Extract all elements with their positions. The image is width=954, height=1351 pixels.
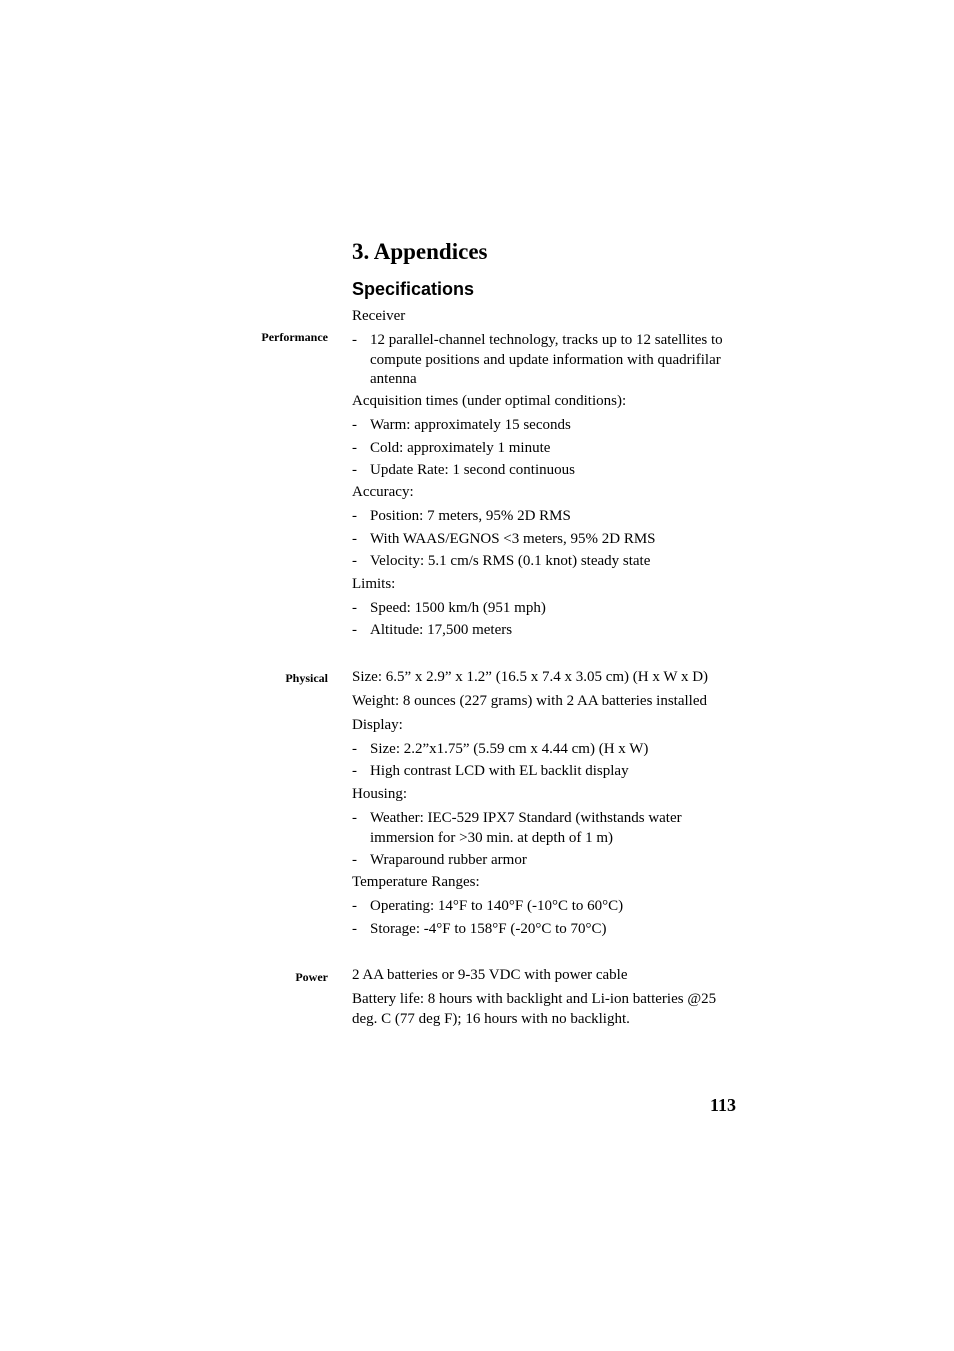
list-item-text: Cold: approximately 1 minute xyxy=(370,440,551,456)
temperature-heading: Temperature Ranges: xyxy=(352,874,480,890)
bullet-dash: - xyxy=(352,898,357,914)
bullet-dash: - xyxy=(352,600,357,616)
list-item xyxy=(352,809,742,848)
receiver-bullet-text: 12 parallel-channel technology, tracks up to 12 satellites to compute positions and update information with quadrifilar antenna xyxy=(370,332,723,387)
display-heading: Display: xyxy=(352,717,403,733)
chapter-title: 3. Appendices xyxy=(352,239,488,264)
list-item-text: Position: 7 meters, 95% 2D RMS xyxy=(370,508,571,524)
bullet-dash: - xyxy=(352,508,357,524)
bullet-dash: - xyxy=(352,622,357,638)
power-battery-life: Battery life: 8 hours with backlight and Li-ion batteries @25 deg. C (77 deg F); 16 hours with no backlight. xyxy=(352,991,717,1027)
side-label-power: Power xyxy=(295,970,328,984)
list-item-text: Size: 2.2”x1.75” (5.59 cm x 4.44 cm) (H x W) xyxy=(370,741,649,757)
acquisition-heading: Acquisition times (under optimal conditions): xyxy=(352,393,627,409)
list-item xyxy=(352,416,742,436)
physical-weight: Weight: 8 ounces (227 grams) with 2 AA batteries installed xyxy=(352,693,707,709)
list-item-text: With WAAS/EGNOS <3 meters, 95% 2D RMS xyxy=(370,531,656,547)
power-source: 2 AA batteries or 9-35 VDC with power cable xyxy=(352,967,628,983)
housing-heading: Housing: xyxy=(352,786,408,802)
side-label-physical: Physical xyxy=(285,671,328,685)
receiver-heading: Receiver xyxy=(352,308,406,324)
list-item xyxy=(352,439,742,459)
bullet-dash: - xyxy=(352,763,357,779)
list-item-text: Storage: -4°F to 158°F (-20°C to 70°C) xyxy=(370,921,607,937)
list-item xyxy=(352,507,742,527)
list-item xyxy=(352,897,742,917)
bullet-dash: - xyxy=(352,531,357,547)
bullet-dash: - xyxy=(352,440,357,456)
list-item-text: Speed: 1500 km/h (951 mph) xyxy=(370,600,546,616)
bullet-dash: - xyxy=(352,553,357,569)
list-item-text: Operating: 14°F to 140°F (-10°C to 60°C) xyxy=(370,898,624,914)
bullet-dash: - xyxy=(352,332,357,348)
list-item xyxy=(352,599,742,619)
bullet-dash: - xyxy=(352,741,357,757)
list-item xyxy=(352,621,742,641)
accuracy-heading: Accuracy: xyxy=(352,484,414,500)
list-item-text: High contrast LCD with EL backlit display xyxy=(370,763,629,779)
bullet-dash: - xyxy=(352,462,357,478)
list-item-text: Altitude: 17,500 meters xyxy=(370,622,513,638)
list-item-text: Weather: IEC-529 IPX7 Standard (withstands water immersion for >30 min. at depth of 1 m) xyxy=(370,810,682,846)
list-item xyxy=(352,552,742,572)
bullet-dash: - xyxy=(352,810,357,826)
list-item xyxy=(352,740,742,760)
list-item xyxy=(352,530,742,550)
bullet-dash: - xyxy=(352,852,357,868)
bullet-dash: - xyxy=(352,417,357,433)
list-item-text: Update Rate: 1 second continuous xyxy=(370,462,575,478)
list-item xyxy=(352,920,742,940)
bullet-dash: - xyxy=(352,921,357,937)
list-item-text: Wraparound rubber armor xyxy=(370,852,527,868)
physical-size: Size: 6.5” x 2.9” x 1.2” (16.5 x 7.4 x 3.05 cm) (H x W x D) xyxy=(352,669,709,685)
limits-heading: Limits: xyxy=(352,576,396,592)
side-label-performance: Performance xyxy=(261,330,328,344)
list-item xyxy=(352,461,742,481)
section-title: Specifications xyxy=(352,279,475,299)
list-item-text: Warm: approximately 15 seconds xyxy=(370,417,571,433)
list-item-text: Velocity: 5.1 cm/s RMS (0.1 knot) steady state xyxy=(370,553,651,569)
page-number: 113 xyxy=(709,1095,736,1115)
list-item xyxy=(352,331,742,390)
list-item xyxy=(352,762,742,782)
list-item xyxy=(352,851,742,871)
